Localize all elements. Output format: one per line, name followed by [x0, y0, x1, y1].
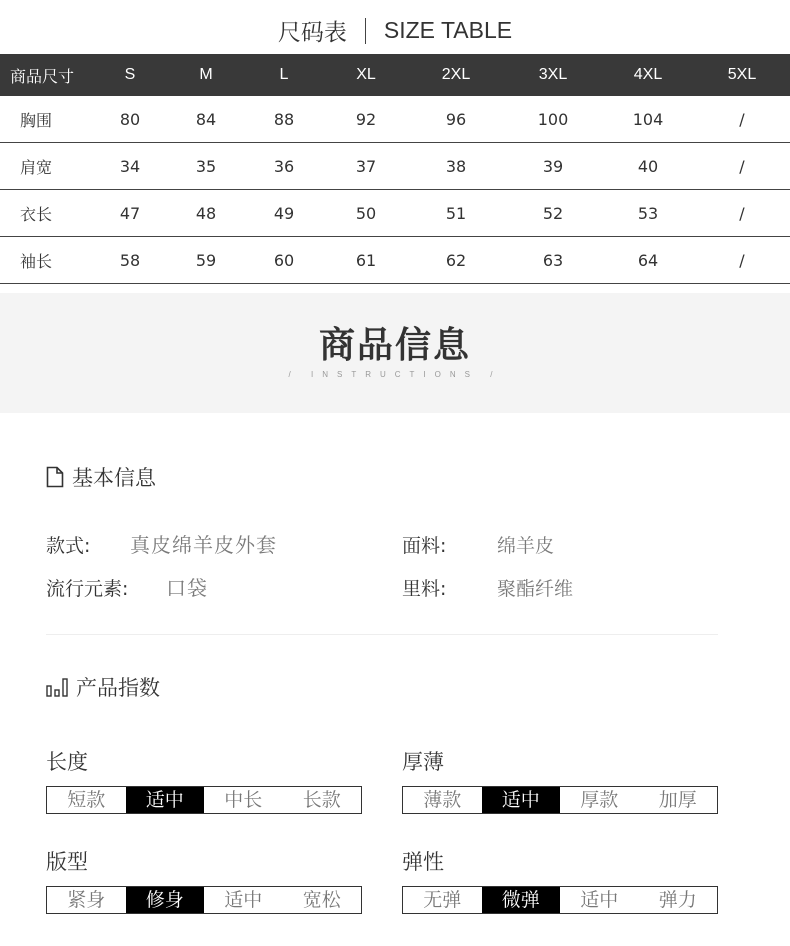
index-label-thickness: 厚薄 [402, 750, 444, 774]
index-label-length: 长度 [46, 750, 88, 774]
size-table-header-row [0, 54, 790, 96]
index-label-elasticity: 弹性 [402, 850, 444, 874]
product-info-banner [0, 293, 790, 413]
table-cell: 59 [168, 237, 244, 284]
elasticity-scale [402, 886, 718, 914]
lining-value: 聚酯纤维 [497, 578, 574, 600]
table-cell: 36 [244, 143, 324, 190]
bar-chart-icon [46, 677, 68, 702]
size-table-title [0, 14, 790, 54]
index-label-fit: 版型 [46, 850, 88, 874]
product-info-subtitle: / INSTRUCTIONS / [288, 370, 502, 379]
header-cell: XL [324, 54, 408, 96]
table-cell: 60 [244, 237, 324, 284]
table-cell: / [694, 190, 790, 237]
scale-option: 宽松 [302, 889, 341, 911]
thickness-scale [402, 786, 718, 814]
header-cell: S [92, 54, 168, 96]
table-cell: 47 [92, 190, 168, 237]
table-cell: 39 [504, 143, 602, 190]
scale-option: 厚款 [580, 789, 619, 811]
row-label: 袖长 [0, 237, 92, 284]
scale-option: 长款 [302, 789, 341, 811]
scale-option: 中长 [224, 789, 263, 811]
fabric-value: 绵羊皮 [497, 535, 555, 557]
header-cell: 商品尺寸 [0, 54, 92, 96]
table-row [0, 143, 790, 190]
table-cell: 50 [324, 190, 408, 237]
table-cell: 52 [504, 190, 602, 237]
size-table [0, 54, 790, 284]
scale-option: 紧身 [67, 889, 106, 911]
table-cell: 92 [324, 96, 408, 143]
header-cell: 3XL [504, 54, 602, 96]
row-label: 衣长 [0, 190, 92, 237]
scale-option: 适中 [580, 889, 619, 911]
indices-heading-text: 产品指数 [76, 676, 160, 700]
table-cell: 51 [408, 190, 504, 237]
scale-option-selected: 修身 [126, 887, 205, 913]
section-divider [46, 634, 718, 635]
trend-label: 流行元素: [46, 578, 129, 600]
table-cell: / [694, 96, 790, 143]
size-table-title-cn: 尺码表 [277, 20, 347, 46]
basic-info-heading-text: 基本信息 [72, 466, 156, 490]
scale-option: 无弹 [423, 889, 462, 911]
header-cell: 2XL [408, 54, 504, 96]
fit-scale [46, 886, 362, 914]
lining-label: 里料: [402, 578, 447, 600]
header-cell: L [244, 54, 324, 96]
table-cell: 35 [168, 143, 244, 190]
table-cell: 40 [602, 143, 694, 190]
table-cell: 38 [408, 143, 504, 190]
document-icon [46, 466, 64, 493]
table-cell: 88 [244, 96, 324, 143]
size-table-title-en: SIZE TABLE [383, 17, 513, 43]
scale-option: 薄款 [423, 789, 462, 811]
table-cell: 80 [92, 96, 168, 143]
title-separator [365, 18, 366, 44]
table-cell: 58 [92, 237, 168, 284]
scale-option-selected: 微弹 [482, 887, 561, 913]
table-cell: 64 [602, 237, 694, 284]
style-value: 真皮绵羊皮外套 [130, 533, 277, 557]
table-cell: 49 [244, 190, 324, 237]
table-cell: 96 [408, 96, 504, 143]
table-row [0, 96, 790, 143]
fabric-label: 面料: [402, 535, 447, 557]
scale-option: 适中 [224, 889, 263, 911]
table-cell: 100 [504, 96, 602, 143]
header-cell: 5XL [694, 54, 790, 96]
scale-option: 短款 [67, 789, 106, 811]
product-info-title: 商品信息 [318, 325, 471, 366]
table-cell: / [694, 237, 790, 284]
header-cell: M [168, 54, 244, 96]
table-cell: 84 [168, 96, 244, 143]
table-cell: 53 [602, 190, 694, 237]
table-cell: 34 [92, 143, 168, 190]
scale-option: 加厚 [658, 789, 697, 811]
row-label: 胸围 [0, 96, 92, 143]
header-cell: 4XL [602, 54, 694, 96]
table-cell: 48 [168, 190, 244, 237]
table-row [0, 190, 790, 237]
table-cell: 61 [324, 237, 408, 284]
table-cell: / [694, 143, 790, 190]
style-label: 款式: [46, 535, 91, 557]
table-cell: 62 [408, 237, 504, 284]
scale-option-selected: 适中 [126, 787, 205, 813]
table-row [0, 237, 790, 284]
scale-option: 弹力 [658, 889, 697, 911]
indices-heading [46, 672, 160, 702]
row-label: 肩宽 [0, 143, 92, 190]
table-cell: 104 [602, 96, 694, 143]
length-scale [46, 786, 362, 814]
table-cell: 63 [504, 237, 602, 284]
basic-info-heading [46, 462, 156, 493]
table-cell: 37 [324, 143, 408, 190]
scale-option-selected: 适中 [482, 787, 561, 813]
trend-value: 口袋 [166, 576, 208, 600]
